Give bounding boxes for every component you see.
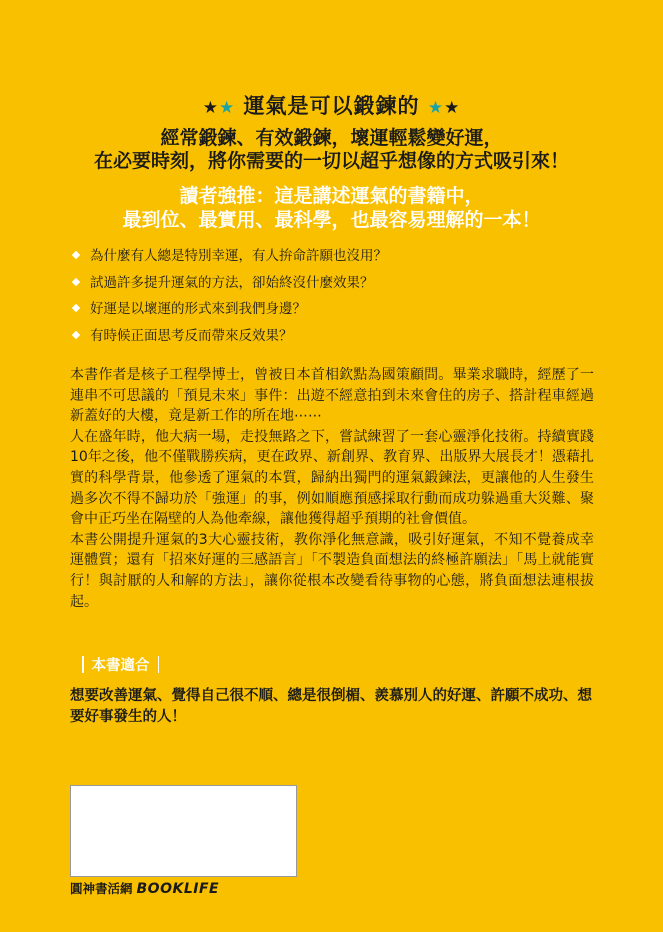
diamond-bullet-icon xyxy=(72,277,80,285)
recommendation-line: 最到位、最實用、最科學，也最容易理解的一本！ xyxy=(122,209,541,231)
question-text: 為什麼有人總是特別幸運，有人拚命許願也沒用？ xyxy=(90,248,387,264)
divider xyxy=(158,656,160,673)
list-item xyxy=(70,246,610,273)
question-text: 好運是以壞運的形式來到我們身邊？ xyxy=(90,301,306,317)
star-icon: ★ xyxy=(444,98,461,118)
star-icon: ★ xyxy=(202,98,219,118)
publisher-name: 圓神書活網 xyxy=(70,881,133,896)
list-item xyxy=(70,273,610,300)
back-cover-title xyxy=(0,90,663,120)
question-list xyxy=(70,246,610,352)
barcode-area xyxy=(70,785,297,877)
description-paragraph: 本書公開提升運氣的3大心靈技術，教你淨化無意識，吸引好運氣，不知不覺養成幸運體質；還有「招來好運的三感語言」「不製造負面想法的終極許願法」「馬上就能實行！與討厭的人和解的方法」，讓你從根本改變看待事物的心態，將負面想法連根拔起。 xyxy=(70,531,594,610)
suitable-text: 想要改善運氣、覺得自己很不順、總是很倒楣、羨慕別人的好運、許願不成功、想要好事發生的人！ xyxy=(70,688,592,725)
diamond-bullet-icon xyxy=(72,330,80,338)
list-item xyxy=(70,326,610,353)
tagline xyxy=(0,127,663,173)
star-icon: ★ xyxy=(427,98,445,118)
star-icon: ★ xyxy=(218,98,236,118)
reader-recommendation xyxy=(0,184,663,232)
recommendation-line: 讀者強推：這是講述運氣的書籍中， xyxy=(179,185,484,207)
description-paragraph: 本書作者是核子工程學博士，曾被日本首相欽點為國策顧問。畢業求職時，經歷了一連串不可思議的「預見未來」事件：出遊不經意拍到未來會住的房子、搭計程車經過新蓋好的大樓，竟是新工作的所在地⋯⋯ xyxy=(70,367,594,425)
diamond-bullet-icon xyxy=(72,304,80,312)
book-description xyxy=(70,365,594,612)
list-item xyxy=(70,299,610,326)
publisher-logo xyxy=(70,879,219,897)
question-text: 有時候正面思考反而帶來反效果？ xyxy=(90,327,293,344)
suitable-heading xyxy=(74,654,167,675)
tagline-line: 經常鍛鍊、有效鍛鍊，壞運輕鬆變好運， xyxy=(160,127,503,149)
question-text: 試過許多提升運氣的方法，卻始終沒什麼效果？ xyxy=(90,274,374,291)
suitable-heading-text: 本書適合 xyxy=(91,658,150,674)
diamond-bullet-icon xyxy=(72,251,80,259)
tagline-line: 在必要時刻，將你需要的一切以超乎想像的方式吸引來！ xyxy=(93,150,569,172)
description-paragraph: 人在盛年時，他大病一場，走投無路之下，嘗試練習了一套心靈淨化技術。持續實踐10年之後，他不僅戰勝疾病，更在政界、新創界、教育界、出版界大展長才！憑藉扎實的科學背景，他參透了運氣的本質，歸納出獨門的運氣鍛鍊法，更讓他的人生發生過多次不得不歸功於「強運」的事，例如順應預感採取行動而成功躲過重大災難、聚會中正巧坐在隔壁的人為他牽線，讓他獲得超乎預期的社會價值。 xyxy=(70,428,594,528)
divider xyxy=(82,656,84,673)
publisher-brand: BOOKLIFE xyxy=(136,881,220,897)
title-text: 運氣是可以鍛鍊的 xyxy=(243,94,420,118)
